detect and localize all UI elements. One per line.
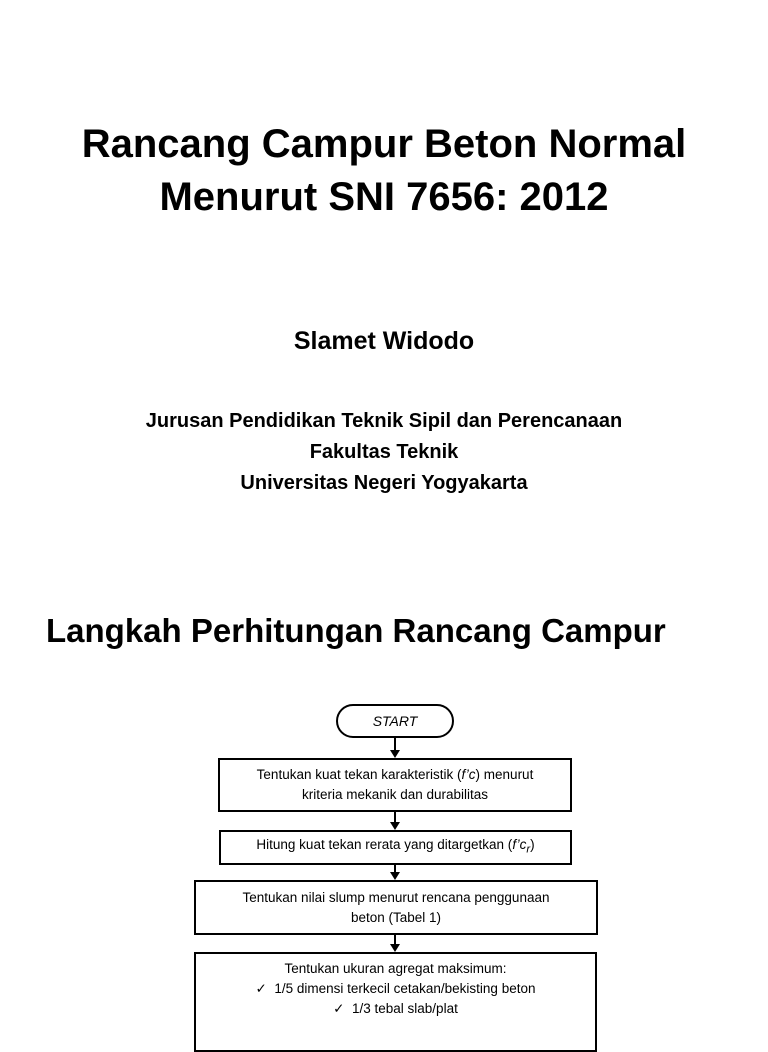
step2-text: Hitung kuat tekan rerata yang ditargetkan $(f’c_r)$ <box>256 837 535 856</box>
step4-item-1: ✓ 1/5 dimensi terkecil cetakan/bekisting beton <box>255 981 536 996</box>
step3-line1: Tentukan nilai slump menurut rencana penggunaan <box>242 889 550 905</box>
step1-line1: Tentukan kuat tekan karakteristik (f’c) menurut <box>256 767 534 782</box>
affiliation-department: Jurusan Pendidikan Teknik Sipil dan Perencanaan <box>145 410 623 432</box>
step2-subscript: r <box>526 843 531 856</box>
step2-symbol: f’c <box>512 837 527 853</box>
flow-arrow-4-head <box>390 944 400 952</box>
start-label: START <box>372 713 418 729</box>
step4-item-2: ✓ 1/3 tebal slab/plat <box>333 1001 458 1016</box>
flow-arrow-2-line <box>394 812 396 822</box>
author-name: Slamet Widodo <box>293 327 475 355</box>
document-title <box>0 118 768 224</box>
flowchart-step-target-strength <box>219 830 572 865</box>
affiliation <box>0 406 768 499</box>
flow-arrow-1-head <box>390 750 400 758</box>
flow-arrow-3-head <box>390 872 400 880</box>
title-line-1: Rancang Campur Beton Normal <box>81 122 687 166</box>
check-icon: ✓ <box>333 1001 345 1016</box>
flowchart-start-terminal <box>336 704 454 738</box>
affiliation-university: Universitas Negeri Yogyakarta <box>240 472 528 494</box>
flowchart-step-slump <box>194 880 598 935</box>
flowchart-step-max-aggregate <box>194 952 597 1052</box>
step1-symbol: f’c <box>461 767 476 782</box>
flowchart-step-compressive-strength <box>218 758 572 812</box>
check-icon: ✓ <box>255 981 267 996</box>
step3-line2: beton (Tabel 1) <box>350 909 442 925</box>
section-heading: Langkah Perhitungan Rancang Campur <box>46 612 666 649</box>
step1-line2: kriteria mekanik dan durabilitas <box>301 787 489 802</box>
title-line-2: Menurut SNI 7656: 2012 <box>159 175 609 219</box>
flow-arrow-1-line <box>394 738 396 750</box>
flow-arrow-4-line <box>394 935 396 944</box>
step4-heading: Tentukan ukuran agregat maksimum: <box>284 961 507 976</box>
affiliation-faculty: Fakultas Teknik <box>309 441 459 463</box>
flow-arrow-3-line <box>394 865 396 872</box>
flow-arrow-2-head <box>390 822 400 830</box>
